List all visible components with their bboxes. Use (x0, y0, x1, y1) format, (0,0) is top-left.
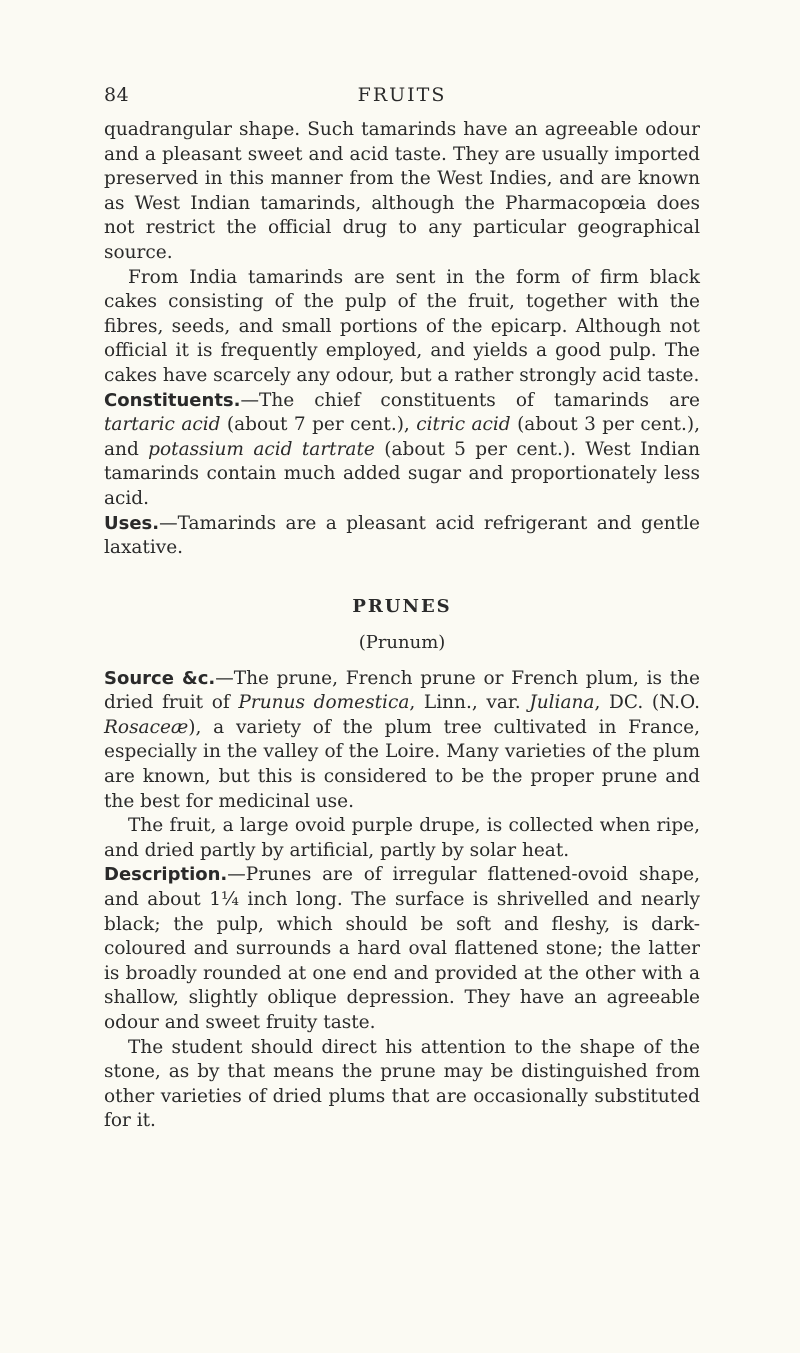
page-header (104, 78, 700, 118)
source-text-2: , Linn., var. (409, 692, 530, 714)
book-page (104, 78, 700, 1134)
fruit-paragraph: The fruit, a large ovoid purple drupe, is collected when ripe, and dried partly by artificial, partly by solar heat. (104, 815, 700, 861)
source-text-3: , DC. (N.O. (594, 692, 700, 714)
source-label: Source &c. (104, 667, 216, 689)
constituents-text-4: (about 5 per cent.). West Indian tamarinds contain much added sugar and proportionately less acid. (104, 438, 700, 509)
citric-acid-term: citric acid (416, 414, 511, 436)
potassium-acid-tartrate-term: potassium acid tartrate (148, 438, 375, 460)
tamarinds-paragraph-2: From India tamarinds are sent in the form of firm black cakes consisting of the pulp of the fruit, together with the fibres, seeds, and small portions of the epicarp. Although not official it is frequently employed, and yields a good pulp. The cakes have scarcely any odour, but a rather strongly acid taste. (104, 266, 700, 386)
description-paragraph (104, 863, 700, 1035)
uses-paragraph (104, 512, 700, 561)
source-paragraph (104, 667, 700, 815)
constituents-text-2: (about 7 per cent.), (220, 414, 417, 436)
uses-text: —Tamarinds are a pleasant acid refrigerant and gentle laxative. (104, 512, 700, 559)
species-name: Prunus domestica (238, 692, 410, 714)
source-text-4: ), a variety of the plum tree cultivated in France, especially in the valley of the Loire. Many varieties of the plum are known, but this is considered to be the proper prune and the best for medicinal use. (104, 716, 700, 812)
running-title: FRUITS (357, 84, 447, 106)
student-paragraph: The student should direct his attention to the shape of the stone, as by that means the prune may be distinguished from other varieties of dried plums that are occasionally substituted for it. (104, 1036, 700, 1132)
description-label: Description. (104, 864, 228, 886)
prunes-heading: PRUNES (352, 595, 452, 617)
order-name: Rosaceæ (104, 716, 189, 738)
page-number: 84 (104, 84, 130, 106)
source-text-1: —The prune, French prune or French plum, is the dried fruit of (104, 667, 701, 714)
constituents-paragraph (104, 389, 700, 512)
variety-name: Juliana (529, 692, 595, 714)
constituents-label: Constituents. (104, 389, 241, 411)
description-text: —Prunes are of irregular flattened-ovoid shape, and about 1¼ inch long. The surface is shrivelled and nearly black; the pulp, which should be soft and fleshy, is dark-coloured and surrounds a hard oval flattened stone; the latter is broadly rounded at one end and provided at the other with a shallow, slightly oblique depression. They have an agreeable odour and sweet fruity taste. (104, 864, 700, 1033)
constituents-text-3: (about 3 per cent.), and (104, 414, 700, 460)
uses-label: Uses. (104, 512, 160, 534)
prunes-subheading: (Prunum) (358, 631, 446, 653)
tamarinds-paragraph-1: quadrangular shape. Such tamarinds have an agreeable odour and a pleasant sweet and acid taste. They are usually imported preserved in this manner from the West Indies, and are known as West Indian tamarinds, although the Pharmacopœia does not restrict the official drug to any particular geographical source. (104, 119, 700, 263)
tartaric-acid-term: tartaric acid (104, 414, 221, 436)
constituents-text-1: —The chief constituents of tamarinds are (240, 389, 700, 411)
